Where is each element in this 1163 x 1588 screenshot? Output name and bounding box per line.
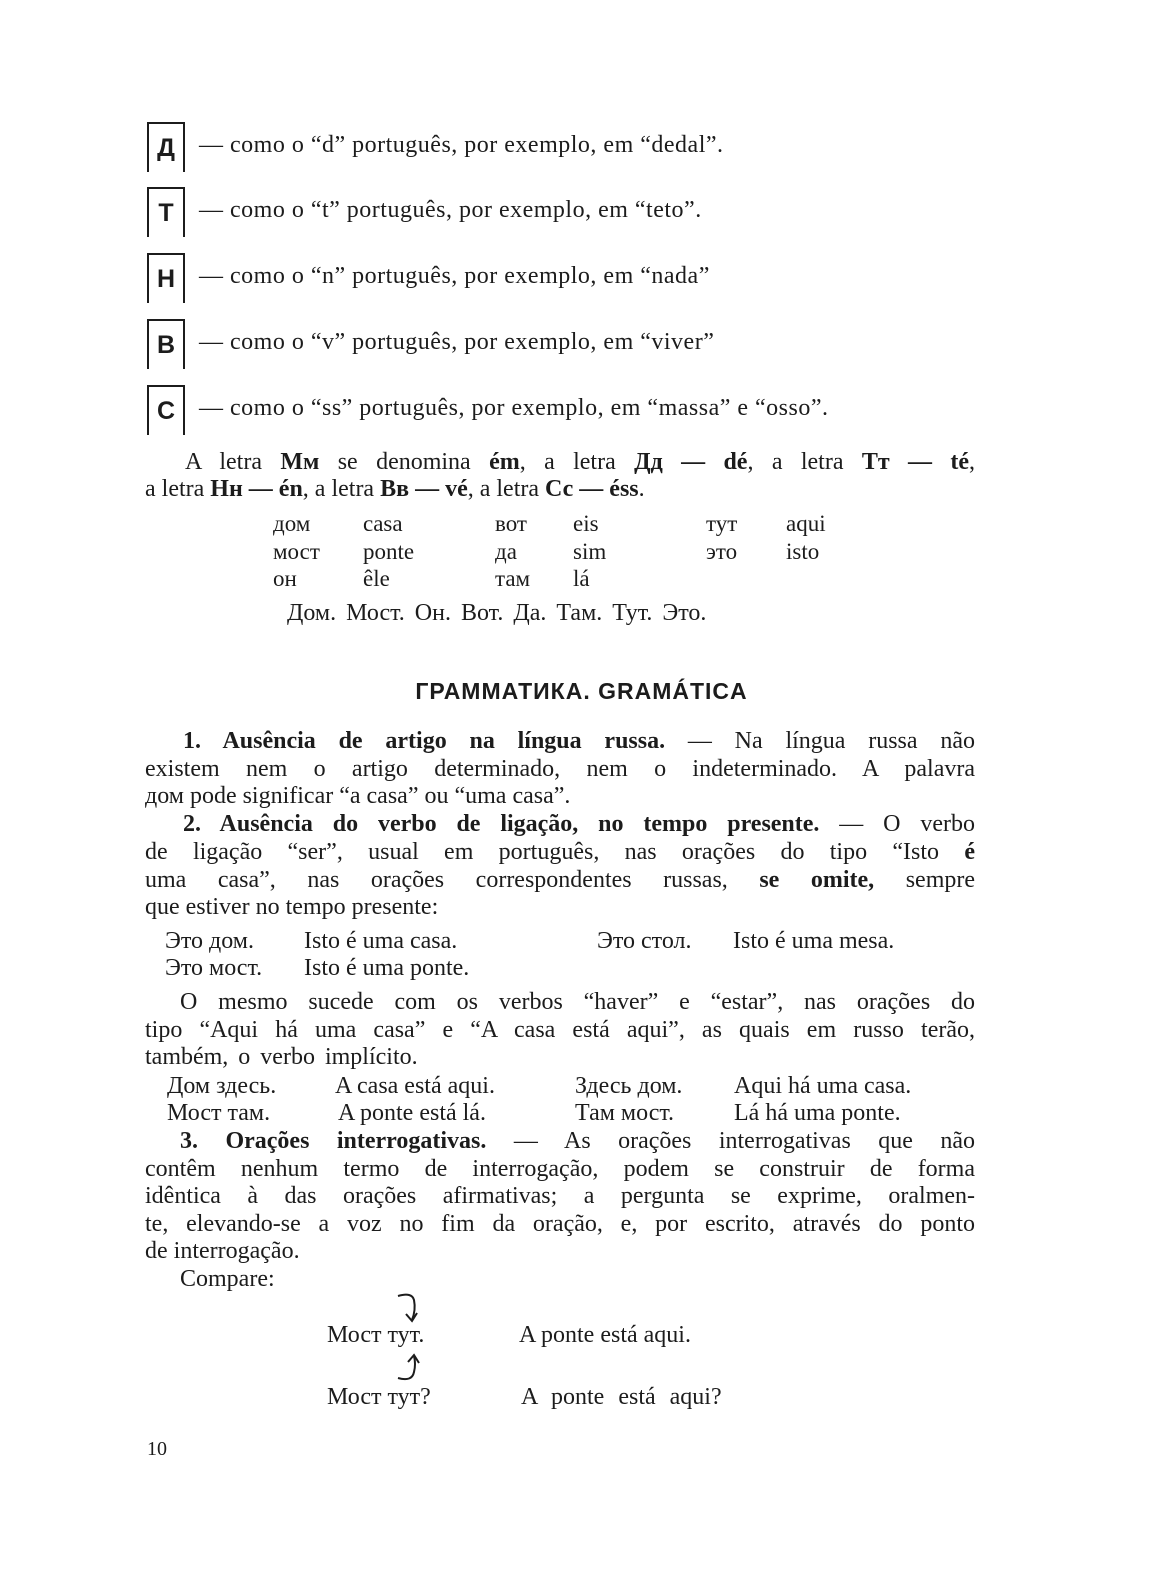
text: sempre	[874, 867, 976, 893]
p1-line-3: дом pode significar “a casa” ou “uma casa”.	[145, 783, 571, 809]
vocab-pt: ponte	[363, 539, 415, 564]
example-ru: Мост тут?	[327, 1384, 431, 1410]
example-pt: Isto é uma casa.	[304, 928, 458, 954]
text: Сс — éss	[545, 476, 639, 502]
text: Нн — én	[210, 476, 303, 502]
text: Дд — dé	[634, 449, 748, 475]
example-ru: Дом здесь.	[167, 1073, 277, 1099]
vocab-pt: casa	[363, 511, 403, 536]
p1-line-2: existem nem o artigo determinado, nem o indeterminado. A palavra	[145, 756, 975, 782]
p3-line-4: te, elevando-se a voz no fim da oração, e, por escrito, através do ponto	[145, 1211, 975, 1237]
text: , a letra	[467, 476, 546, 502]
vocab-ru: там	[495, 566, 531, 591]
letter-description: — como o “d” português, por exemplo, em “dedal”.	[199, 132, 724, 158]
p3-line-2: contêm nenhum termo de interrogação, podem se construir de forma	[145, 1156, 975, 1182]
letter-box: Т	[147, 187, 185, 237]
vocab-pt: eis	[573, 511, 599, 536]
p2-line-4: que estiver no tempo presente:	[145, 894, 439, 920]
falling-intonation-arrow-icon	[390, 1290, 430, 1326]
text: — Na língua russa não	[665, 728, 975, 754]
text: , a letra	[519, 449, 635, 475]
letter-row-n	[147, 253, 1047, 305]
p3-line-3: idêntica à das orações afirmativas; a pergunta se exprime, oralmen-	[145, 1183, 975, 1209]
text: Мм	[280, 449, 320, 475]
text: A letra	[185, 449, 281, 475]
example-pt: A casa está aqui.	[335, 1073, 495, 1099]
letter-description: — como o “v” português, por exemplo, em “viver”	[199, 329, 715, 355]
letter-box: В	[147, 319, 185, 369]
p3-line-5: de interrogação.	[145, 1238, 300, 1264]
example-pt: Isto é uma mesa.	[733, 928, 895, 954]
example-pt: A ponte está aqui?	[521, 1384, 722, 1410]
letter-description: — como o “t” português, por exemplo, em “teto”.	[199, 197, 702, 223]
p1-line-1	[145, 728, 975, 755]
text: Вв — vé	[380, 476, 468, 502]
letter-box: Н	[147, 253, 185, 303]
p2b-line-1: O mesmo sucede com os verbos “haver” e “estar”, nas orações do	[180, 989, 975, 1015]
text: se omite,	[759, 867, 875, 893]
page-number: 10	[147, 1438, 167, 1460]
letter-box: Д	[147, 122, 185, 172]
vocab-pt: sim	[573, 539, 607, 564]
example-pt: Lá há uma ponte.	[734, 1100, 901, 1126]
p2b-line-3: também, o verbo implícito.	[145, 1044, 418, 1070]
text: — As orações interrogativas que não	[486, 1128, 975, 1154]
letter-description: — como o “ss” português, por exemplo, em “massa” e “osso”.	[199, 395, 829, 421]
vocab-ru: тут	[706, 511, 738, 536]
p2-line-2	[145, 839, 975, 866]
paragraph-title: 3. Orações interrogativas.	[180, 1128, 487, 1154]
p2-line-1	[145, 811, 975, 838]
letter-row-d	[147, 122, 1047, 174]
example-ru: Мост тут.	[327, 1322, 425, 1348]
text: ém	[489, 449, 520, 475]
example-ru: Там мост.	[575, 1100, 675, 1126]
example-ru: Это мост.	[165, 955, 263, 981]
text: .	[638, 476, 645, 502]
text: , a letra	[302, 476, 381, 502]
example-pt: A ponte está aqui.	[519, 1322, 691, 1348]
text: se denomina	[319, 449, 490, 475]
example-ru: Мост там.	[167, 1100, 271, 1126]
vocab-ru: это	[706, 539, 738, 564]
letter-names-line-2	[145, 476, 645, 503]
section-heading: ГРАММАТИКА. GRAMÁTICA	[415, 678, 748, 704]
vocab-ru: мост	[273, 539, 320, 564]
letter-row-t	[147, 187, 1047, 239]
compare-label: Compare:	[180, 1266, 275, 1292]
text: ,	[968, 449, 975, 475]
words-line: Дом. Мост. Он. Вот. Да. Там. Тут. Это.	[287, 600, 707, 626]
vocab-ru: дом	[273, 511, 311, 536]
example-pt: Aqui há uma casa.	[734, 1073, 912, 1099]
text: — O verbo	[819, 811, 975, 837]
rising-intonation-arrow-icon	[392, 1352, 432, 1384]
vocab-ru: да	[495, 539, 517, 564]
example-pt: Isto é uma ponte.	[304, 955, 470, 981]
p2-line-3	[145, 867, 975, 894]
letter-box: С	[147, 385, 185, 435]
text: , a letra	[747, 449, 862, 475]
vocab-pt: lá	[573, 566, 590, 591]
paragraph-title: 2. Ausência do verbo de ligação, no tempo presente.	[183, 811, 820, 837]
text: Тт — té	[861, 449, 969, 475]
letter-names-line-1	[145, 449, 975, 476]
p2b-line-2: tipo “Aqui há uma casa” e “A casa está aqui”, as quais em russo terão,	[145, 1017, 975, 1043]
example-ru: Здесь дом.	[575, 1073, 683, 1099]
example-ru: Это дом.	[165, 928, 254, 954]
vocab-pt: aqui	[786, 511, 826, 536]
text: de ligação “ser”, usual em português, nas orações do tipo “Isto	[145, 839, 965, 865]
text: a letra	[145, 476, 211, 502]
paragraph-title: 1. Ausência de artigo na língua russa.	[183, 728, 666, 754]
letter-row-v	[147, 319, 1047, 371]
p3-line-1	[145, 1128, 975, 1155]
text: é	[964, 839, 975, 865]
example-ru: Это стол.	[597, 928, 692, 954]
letter-description: — como o “n” português, por exemplo, em “nada”	[199, 263, 710, 289]
letter-row-s	[147, 385, 1047, 437]
vocab-pt: isto	[786, 539, 820, 564]
example-pt: A ponte está lá.	[338, 1100, 486, 1126]
vocab-ru: вот	[495, 511, 527, 536]
vocab-pt: êle	[363, 566, 390, 591]
text: uma casa”, nas orações correspondentes russas,	[145, 867, 760, 893]
vocab-ru: он	[273, 566, 297, 591]
